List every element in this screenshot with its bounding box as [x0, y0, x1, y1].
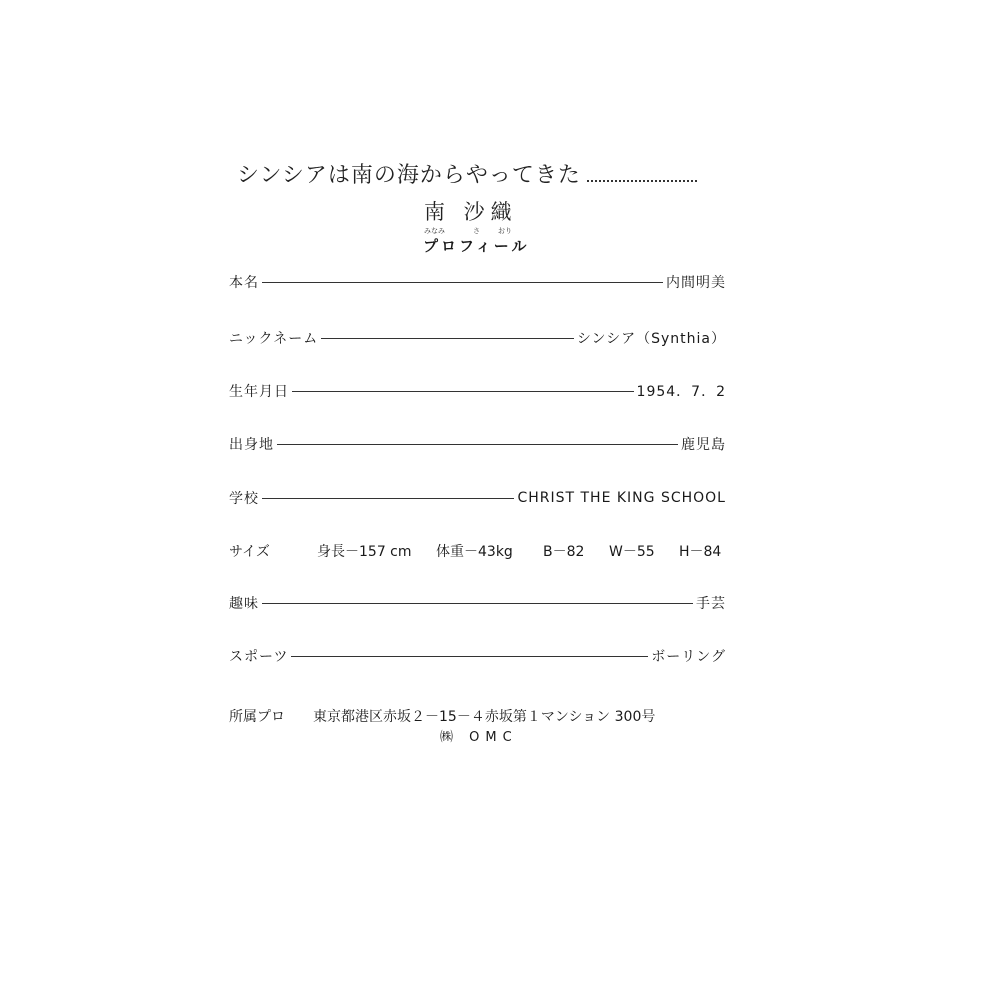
row-leader-line — [291, 656, 648, 657]
profile-row-nickname — [229, 327, 726, 349]
agency-label: 所属プロ — [229, 709, 285, 725]
size-label: サイズ — [229, 544, 270, 560]
row-leader-line — [262, 498, 514, 499]
row-leader-line — [277, 444, 678, 445]
row-value: 1954．7．2 — [636, 384, 726, 400]
row-value: 鹿児島 — [681, 437, 726, 453]
profile-row-school — [229, 487, 726, 509]
profile-row-birthplace — [229, 433, 726, 455]
row-value: 手芸 — [696, 596, 726, 612]
row-leader-line — [321, 338, 574, 339]
profile-row-birthdate — [229, 380, 726, 402]
row-value: シンシア（Synthia） — [576, 331, 726, 347]
profile-row-sports — [229, 645, 726, 667]
agency-address: 東京都港区赤坂２－15－４赤坂第１マンション 300号 — [313, 709, 656, 725]
profile-row-agency — [229, 704, 729, 726]
row-label: 本名 — [229, 275, 259, 291]
row-leader-line — [262, 603, 693, 604]
row-value: CHRIST THE KING SCHOOL — [517, 490, 726, 506]
size-hip: H－84 — [679, 544, 722, 560]
furigana-sa: さ — [473, 227, 480, 235]
agency-company: ㈱ OMC — [440, 730, 518, 745]
row-value: 内間明美 — [666, 275, 726, 291]
profile-row-hobby — [229, 592, 726, 614]
row-label: 生年月日 — [229, 384, 289, 400]
title-text: シンシアは南の海からやってきた — [237, 163, 581, 188]
row-label: 学校 — [229, 491, 259, 507]
artist-name: 南 沙織 — [424, 200, 518, 224]
row-label: ニックネーム — [229, 331, 319, 347]
furigana-minami: みなみ — [424, 227, 445, 235]
section-heading: プロフィール — [423, 237, 530, 255]
row-leader-line — [262, 282, 663, 283]
row-value: ボーリング — [651, 649, 726, 665]
profile-row-size — [229, 539, 729, 561]
row-label: スポーツ — [229, 649, 289, 665]
size-height: 身長－157 cm — [317, 544, 412, 560]
row-label: 趣味 — [229, 596, 259, 612]
title-dotted-leader — [587, 166, 697, 182]
row-leader-line — [292, 391, 634, 392]
row-label: 出身地 — [229, 437, 274, 453]
document-title — [237, 158, 697, 189]
size-weight: 体重－43kg — [436, 544, 513, 560]
profile-row-real-name — [229, 271, 726, 293]
size-bust: B－82 — [543, 544, 585, 560]
artist-name-block — [424, 196, 544, 236]
furigana-ori: おり — [498, 227, 512, 235]
size-waist: W－55 — [609, 544, 655, 560]
